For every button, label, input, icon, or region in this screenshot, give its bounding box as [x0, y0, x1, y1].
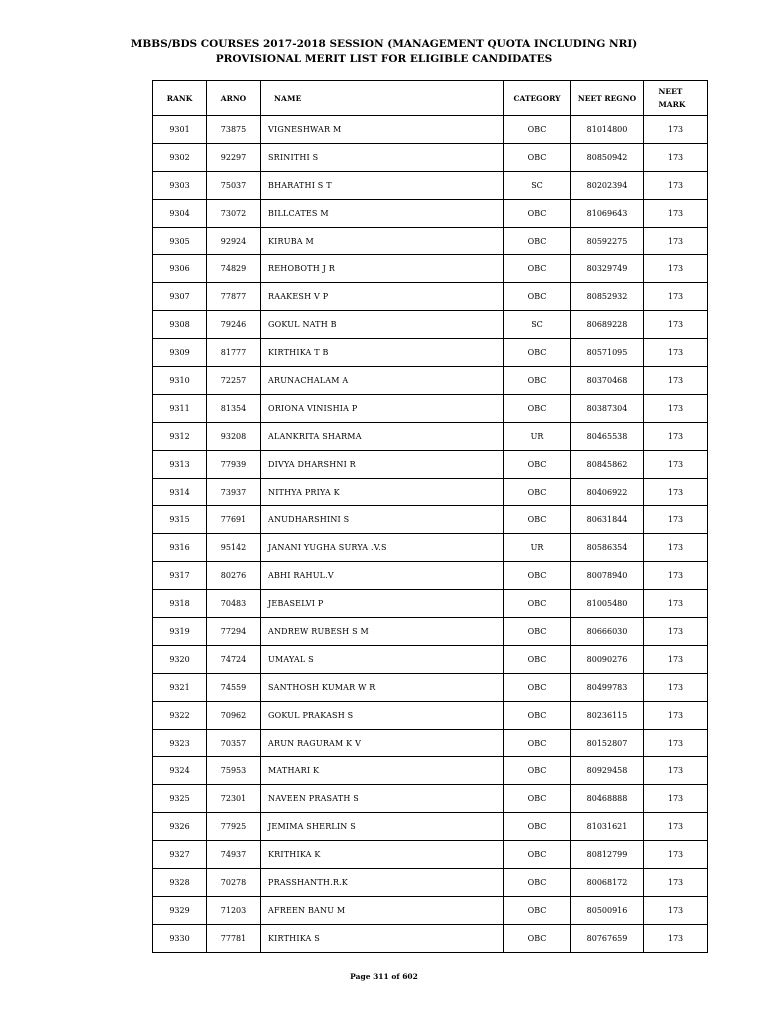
table-row — [153, 701, 708, 729]
arno-cell: 70483 — [207, 590, 261, 618]
category-cell: OBC — [504, 729, 571, 757]
category-cell: OBC — [504, 701, 571, 729]
category-cell: OBC — [504, 255, 571, 283]
name-cell: DIVYA DHARSHNI R — [261, 450, 504, 478]
rank-cell: 9329 — [153, 896, 207, 924]
table-row — [153, 339, 708, 367]
table-row — [153, 422, 708, 450]
arno-cell: 93208 — [207, 422, 261, 450]
table-row — [153, 534, 708, 562]
rank-cell: 9328 — [153, 869, 207, 897]
neet-mark-cell: 173 — [644, 618, 708, 646]
neet-mark-cell: 173 — [644, 506, 708, 534]
name-cell: ORIONA VINISHIA P — [261, 394, 504, 422]
neet-regno-cell: 80571095 — [571, 339, 644, 367]
neet-regno-cell: 80631844 — [571, 506, 644, 534]
table-row — [153, 143, 708, 171]
table-row — [153, 757, 708, 785]
page-number: Page 311 of 602 — [350, 972, 418, 981]
rank-cell: 9322 — [153, 701, 207, 729]
neet-regno-cell: 80236115 — [571, 701, 644, 729]
table-row — [153, 813, 708, 841]
table-row — [153, 562, 708, 590]
neet-regno-cell: 80852932 — [571, 283, 644, 311]
category-cell: OBC — [504, 339, 571, 367]
neet-mark-cell: 173 — [644, 757, 708, 785]
category-cell: OBC — [504, 673, 571, 701]
neet-mark-cell: 173 — [644, 562, 708, 590]
neet-mark-cell: 173 — [644, 869, 708, 897]
category-cell: OBC — [504, 506, 571, 534]
table-row — [153, 506, 708, 534]
neet-mark-cell: 173 — [644, 227, 708, 255]
column-header-category: CATEGORY — [504, 81, 571, 116]
table-row — [153, 590, 708, 618]
rank-cell: 9330 — [153, 924, 207, 952]
neet-mark-cell: 173 — [644, 813, 708, 841]
neet-regno-cell: 80767659 — [571, 924, 644, 952]
rank-cell: 9301 — [153, 116, 207, 144]
category-cell: OBC — [504, 757, 571, 785]
name-cell: BHARATHI S T — [261, 171, 504, 199]
name-cell: KRITHIKA K — [261, 841, 504, 869]
neet-mark-cell: 173 — [644, 701, 708, 729]
name-cell: SANTHOSH KUMAR W R — [261, 673, 504, 701]
name-cell: KIRTHIKA T B — [261, 339, 504, 367]
name-cell: KIRTHIKA S — [261, 924, 504, 952]
neet-mark-cell: 173 — [644, 339, 708, 367]
column-header-rank: RANK — [153, 81, 207, 116]
rank-cell: 9324 — [153, 757, 207, 785]
table-row — [153, 673, 708, 701]
neet-regno-cell: 80387304 — [571, 394, 644, 422]
category-cell: OBC — [504, 394, 571, 422]
category-cell: SC — [504, 171, 571, 199]
arno-cell: 92297 — [207, 143, 261, 171]
document-subtitle: PROVISIONAL MERIT LIST FOR ELIGIBLE CANDIDATES — [215, 53, 553, 65]
neet-mark-cell: 173 — [644, 283, 708, 311]
table-body — [153, 116, 708, 953]
table-row — [153, 311, 708, 339]
category-cell: OBC — [504, 199, 571, 227]
rank-cell: 9305 — [153, 227, 207, 255]
neet-mark-cell: 173 — [644, 394, 708, 422]
category-cell: UR — [504, 422, 571, 450]
rank-cell: 9314 — [153, 478, 207, 506]
arno-cell: 77939 — [207, 450, 261, 478]
name-cell: REHOBOTH J R — [261, 255, 504, 283]
name-cell: ARUN RAGURAM K V — [261, 729, 504, 757]
table-row — [153, 394, 708, 422]
neet-regno-cell: 80078940 — [571, 562, 644, 590]
category-cell: OBC — [504, 227, 571, 255]
neet-regno-cell: 80465538 — [571, 422, 644, 450]
neet-mark-cell: 173 — [644, 645, 708, 673]
name-cell: ANUDHARSHINI S — [261, 506, 504, 534]
rank-cell: 9310 — [153, 367, 207, 395]
arno-cell: 73072 — [207, 199, 261, 227]
neet-regno-cell: 80850942 — [571, 143, 644, 171]
table-row — [153, 116, 708, 144]
name-cell: NAVEEN PRASATH S — [261, 785, 504, 813]
arno-cell: 75953 — [207, 757, 261, 785]
table-row — [153, 283, 708, 311]
rank-cell: 9320 — [153, 645, 207, 673]
table-row — [153, 255, 708, 283]
name-cell: ALANKRITA SHARMA — [261, 422, 504, 450]
table-row — [153, 896, 708, 924]
neet-regno-cell: 80812799 — [571, 841, 644, 869]
rank-cell: 9309 — [153, 339, 207, 367]
name-cell: AFREEN BANU M — [261, 896, 504, 924]
arno-cell: 74559 — [207, 673, 261, 701]
neet-regno-cell: 81005480 — [571, 590, 644, 618]
neet-mark-cell: 173 — [644, 143, 708, 171]
rank-cell: 9308 — [153, 311, 207, 339]
table-row — [153, 645, 708, 673]
rank-cell: 9321 — [153, 673, 207, 701]
arno-cell: 77781 — [207, 924, 261, 952]
category-cell: OBC — [504, 562, 571, 590]
category-cell: OBC — [504, 116, 571, 144]
name-cell: GOKUL PRAKASH S — [261, 701, 504, 729]
name-cell: UMAYAL S — [261, 645, 504, 673]
name-cell: MATHARI K — [261, 757, 504, 785]
neet-regno-cell: 80406922 — [571, 478, 644, 506]
arno-cell: 77877 — [207, 283, 261, 311]
table-row — [153, 924, 708, 952]
category-cell: OBC — [504, 924, 571, 952]
neet-regno-cell: 81014800 — [571, 116, 644, 144]
category-cell: OBC — [504, 367, 571, 395]
rank-cell: 9319 — [153, 618, 207, 646]
neet-mark-cell: 173 — [644, 590, 708, 618]
table-row — [153, 618, 708, 646]
name-cell: BILLCATES M — [261, 199, 504, 227]
arno-cell: 77294 — [207, 618, 261, 646]
neet-regno-cell: 80090276 — [571, 645, 644, 673]
arno-cell: 70962 — [207, 701, 261, 729]
name-cell: ANDREW RUBESH S M — [261, 618, 504, 646]
neet-regno-cell: 80929458 — [571, 757, 644, 785]
arno-cell: 70357 — [207, 729, 261, 757]
category-cell: OBC — [504, 618, 571, 646]
table-row — [153, 729, 708, 757]
neet-mark-header-text: NEET MARK — [658, 87, 686, 109]
arno-cell: 81777 — [207, 339, 261, 367]
name-cell: VIGNESHWAR M — [261, 116, 504, 144]
arno-cell: 75037 — [207, 171, 261, 199]
neet-mark-cell: 173 — [644, 729, 708, 757]
arno-cell: 74937 — [207, 841, 261, 869]
column-header-neet-regno: NEET REGNO — [571, 81, 644, 116]
name-cell: RAAKESH V P — [261, 283, 504, 311]
name-cell: SRINITHI S — [261, 143, 504, 171]
arno-cell: 95142 — [207, 534, 261, 562]
category-cell: SC — [504, 311, 571, 339]
arno-cell: 73937 — [207, 478, 261, 506]
neet-mark-cell: 173 — [644, 199, 708, 227]
neet-regno-cell: 80592275 — [571, 227, 644, 255]
arno-cell: 72257 — [207, 367, 261, 395]
neet-regno-cell: 80499783 — [571, 673, 644, 701]
arno-cell: 80276 — [207, 562, 261, 590]
category-cell: OBC — [504, 478, 571, 506]
name-cell: ABHI RAHUL.V — [261, 562, 504, 590]
rank-cell: 9315 — [153, 506, 207, 534]
name-cell: JANANI YUGHA SURYA .V.S — [261, 534, 504, 562]
name-cell: JEBASELVI P — [261, 590, 504, 618]
table-row — [153, 478, 708, 506]
category-cell: OBC — [504, 283, 571, 311]
neet-mark-cell: 173 — [644, 116, 708, 144]
neet-mark-cell: 173 — [644, 255, 708, 283]
table-row — [153, 785, 708, 813]
rank-cell: 9327 — [153, 841, 207, 869]
neet-mark-cell: 173 — [644, 841, 708, 869]
arno-cell: 79246 — [207, 311, 261, 339]
column-header-name: NAME — [261, 81, 504, 116]
category-cell: OBC — [504, 785, 571, 813]
arno-cell: 74724 — [207, 645, 261, 673]
rank-cell: 9303 — [153, 171, 207, 199]
column-header-arno: ARNO — [207, 81, 261, 116]
neet-mark-cell: 173 — [644, 924, 708, 952]
arno-cell: 77691 — [207, 506, 261, 534]
rank-cell: 9323 — [153, 729, 207, 757]
arno-cell: 74829 — [207, 255, 261, 283]
name-cell: ARUNACHALAM A — [261, 367, 504, 395]
rank-cell: 9307 — [153, 283, 207, 311]
document-title: MBBS/BDS COURSES 2017-2018 SESSION (MANAGEMENT QUOTA INCLUDING NRI) — [130, 38, 638, 50]
neet-regno-cell: 81069643 — [571, 199, 644, 227]
table-row — [153, 227, 708, 255]
neet-regno-cell: 80370468 — [571, 367, 644, 395]
merit-list-table — [152, 80, 708, 953]
neet-mark-cell: 173 — [644, 422, 708, 450]
rank-cell: 9318 — [153, 590, 207, 618]
neet-regno-cell: 80468888 — [571, 785, 644, 813]
rank-cell: 9312 — [153, 422, 207, 450]
neet-mark-cell: 173 — [644, 896, 708, 924]
table-row — [153, 869, 708, 897]
table-header-row — [153, 81, 708, 116]
rank-cell: 9313 — [153, 450, 207, 478]
table-row — [153, 171, 708, 199]
neet-mark-cell: 173 — [644, 171, 708, 199]
neet-mark-cell: 173 — [644, 450, 708, 478]
neet-mark-cell: 173 — [644, 367, 708, 395]
category-cell: OBC — [504, 841, 571, 869]
neet-regno-cell: 80845862 — [571, 450, 644, 478]
name-cell: PRASSHANTH.R.K — [261, 869, 504, 897]
neet-regno-cell: 80152807 — [571, 729, 644, 757]
arno-cell: 73875 — [207, 116, 261, 144]
category-cell: OBC — [504, 869, 571, 897]
rank-cell: 9316 — [153, 534, 207, 562]
category-cell: OBC — [504, 813, 571, 841]
neet-regno-cell: 80329749 — [571, 255, 644, 283]
name-cell: NITHYA PRIYA K — [261, 478, 504, 506]
table-row — [153, 450, 708, 478]
arno-cell: 70278 — [207, 869, 261, 897]
rank-cell: 9311 — [153, 394, 207, 422]
category-cell: OBC — [504, 645, 571, 673]
neet-mark-cell: 173 — [644, 478, 708, 506]
rank-cell: 9317 — [153, 562, 207, 590]
category-cell: OBC — [504, 590, 571, 618]
neet-regno-cell: 80068172 — [571, 869, 644, 897]
neet-mark-cell: 173 — [644, 534, 708, 562]
table-row — [153, 367, 708, 395]
arno-cell: 71203 — [207, 896, 261, 924]
rank-cell: 9304 — [153, 199, 207, 227]
neet-mark-cell: 173 — [644, 311, 708, 339]
neet-regno-cell: 80202394 — [571, 171, 644, 199]
rank-cell: 9325 — [153, 785, 207, 813]
category-cell: OBC — [504, 143, 571, 171]
table-row — [153, 199, 708, 227]
name-cell: KIRUBA M — [261, 227, 504, 255]
category-cell: OBC — [504, 450, 571, 478]
name-cell: JEMIMA SHERLIN S — [261, 813, 504, 841]
arno-cell: 92924 — [207, 227, 261, 255]
arno-cell: 77925 — [207, 813, 261, 841]
rank-cell: 9302 — [153, 143, 207, 171]
rank-cell: 9326 — [153, 813, 207, 841]
arno-cell: 81354 — [207, 394, 261, 422]
column-header-neet-mark — [644, 81, 708, 116]
neet-regno-cell: 81031621 — [571, 813, 644, 841]
neet-regno-cell: 80666030 — [571, 618, 644, 646]
neet-regno-cell: 80500916 — [571, 896, 644, 924]
name-cell: GOKUL NATH B — [261, 311, 504, 339]
neet-regno-cell: 80586354 — [571, 534, 644, 562]
neet-mark-cell: 173 — [644, 673, 708, 701]
table-row — [153, 841, 708, 869]
category-cell: OBC — [504, 896, 571, 924]
neet-regno-cell: 80689228 — [571, 311, 644, 339]
neet-mark-cell: 173 — [644, 785, 708, 813]
arno-cell: 72301 — [207, 785, 261, 813]
rank-cell: 9306 — [153, 255, 207, 283]
category-cell: UR — [504, 534, 571, 562]
